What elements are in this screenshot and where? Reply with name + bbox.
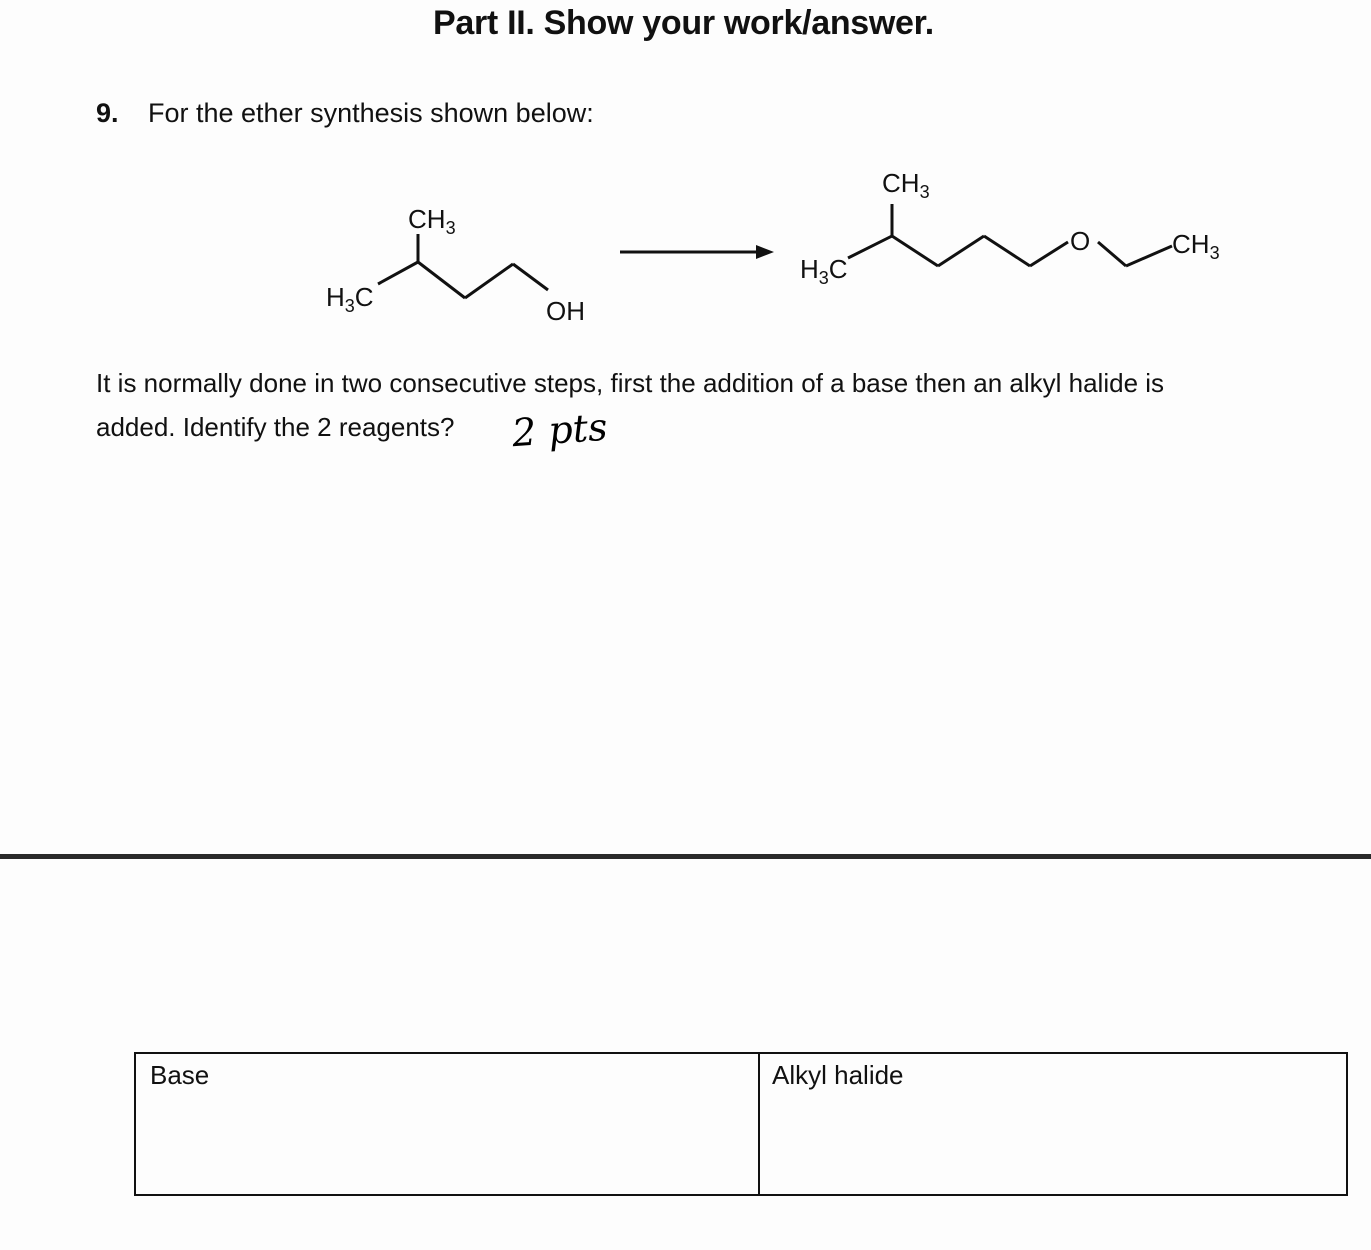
reaction-arrow (620, 245, 774, 259)
base-label: Base (150, 1060, 210, 1090)
instructions-line-2: added. Identify the 2 reagents? (96, 412, 455, 442)
alkyl-halide-label: Alkyl halide (772, 1060, 904, 1090)
reactant-structure (378, 234, 548, 298)
instructions-line-1: It is normally done in two consecutive steps, first the addition of a base then an alkyl halide is (96, 368, 1165, 398)
product-h3c-label: $H_3C$ (800, 254, 848, 288)
product-oxygen-label: O (1070, 226, 1091, 256)
product-structure (848, 204, 1172, 266)
answer-table (134, 1052, 1348, 1196)
reactant-oh-label: OH (546, 296, 585, 326)
base-answer-cell[interactable] (136, 1054, 760, 1194)
question-number: 9. (96, 98, 119, 128)
section-divider (0, 854, 1371, 859)
reactant-h3c-label: $H_3C$ (326, 282, 374, 316)
alkyl-halide-answer-cell[interactable] (760, 1054, 1346, 1194)
question-prompt: For the ether synthesis shown below: (148, 98, 594, 128)
product-ch3-end-label: $CH_3$ (1172, 229, 1220, 263)
reactant-ch3-label: $CH_3$ (408, 204, 456, 238)
handwritten-points: 2 pts (510, 404, 609, 456)
page-title: Part II. Show your work/answer. (433, 4, 934, 42)
product-ch3-label: $CH_3$ (882, 168, 930, 202)
reaction-scheme (0, 150, 1371, 350)
